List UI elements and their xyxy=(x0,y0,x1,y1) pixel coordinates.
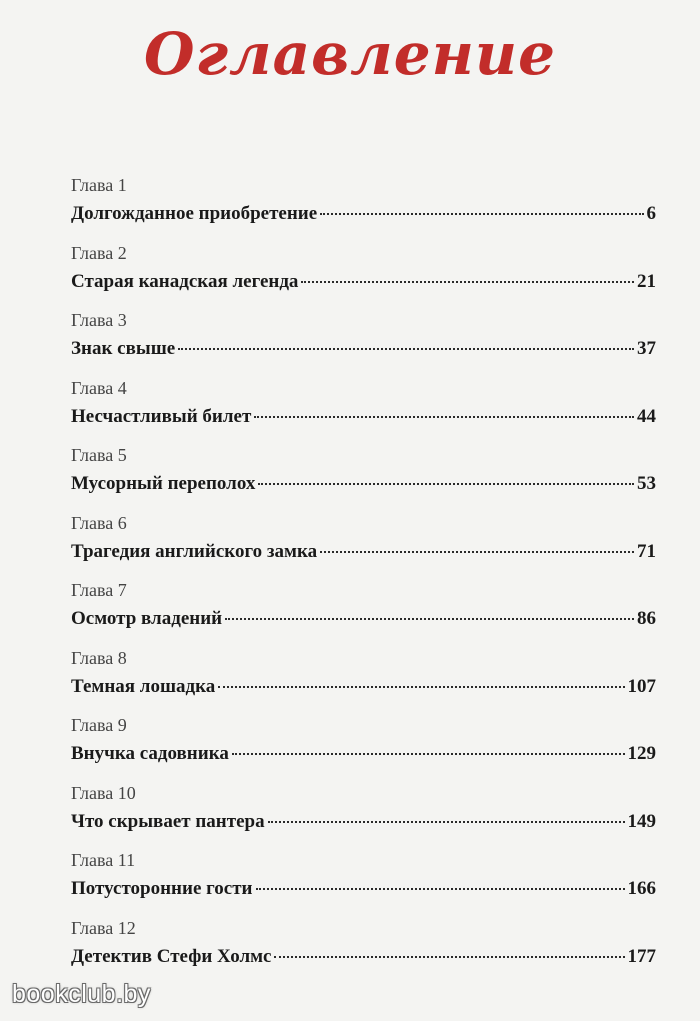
toc-entry xyxy=(71,442,656,510)
toc-entry xyxy=(71,645,656,713)
toc-entry xyxy=(71,780,656,848)
chapter-title: Детектив Стефи Холмс xyxy=(71,945,272,967)
chapter-label: Глава 7 xyxy=(71,580,127,600)
toc-line xyxy=(71,942,656,972)
dot-leader xyxy=(320,213,643,215)
page-number: 53 xyxy=(637,473,656,494)
chapter-label: Глава 6 xyxy=(71,512,127,533)
toc-line xyxy=(71,807,656,837)
page-number: 71 xyxy=(637,540,656,562)
page-title: Оглавление xyxy=(144,20,556,88)
chapter-title: Долгожданное приобретение xyxy=(71,203,318,224)
toc-line xyxy=(71,672,656,702)
toc-entry xyxy=(71,172,656,240)
dot-leader xyxy=(254,416,634,418)
chapter-label: Глава 12 xyxy=(71,917,136,938)
toc-line xyxy=(71,402,656,432)
toc-entry xyxy=(71,375,656,443)
toc-line xyxy=(71,874,656,904)
chapter-title: Старая канадская легенда xyxy=(71,270,299,292)
table-of-contents xyxy=(71,172,656,982)
dot-leader xyxy=(256,888,625,890)
toc-entry xyxy=(71,915,656,983)
chapter-title: Мусорный переполох xyxy=(71,473,256,494)
page-number: 44 xyxy=(637,405,656,427)
page-number: 149 xyxy=(627,810,656,832)
chapter-title: Трагедия английского замка xyxy=(71,540,318,562)
page-number: 6 xyxy=(646,203,656,224)
chapter-title: Несчастливый билет xyxy=(71,405,252,427)
toc-line xyxy=(71,537,656,567)
chapter-label: Глава 3 xyxy=(71,310,127,330)
chapter-title: Внучка садовника xyxy=(71,743,229,764)
chapter-label: Глава 5 xyxy=(71,445,127,465)
dot-leader xyxy=(268,821,625,823)
page-number: 37 xyxy=(637,338,656,359)
chapter-title: Темная лошадка xyxy=(71,675,216,697)
chapter-label: Глава 11 xyxy=(71,850,136,870)
dot-leader xyxy=(320,551,634,553)
chapter-label: Глава 2 xyxy=(71,242,127,263)
page-number: 129 xyxy=(627,743,656,764)
chapter-label: Глава 9 xyxy=(71,715,127,735)
toc-entry xyxy=(71,577,656,645)
toc-entry xyxy=(71,307,656,375)
toc-entry xyxy=(71,847,656,915)
toc-entry xyxy=(71,712,656,780)
chapter-title: Потусторонние гости xyxy=(71,878,253,899)
dot-leader xyxy=(301,281,634,283)
toc-entry xyxy=(71,510,656,578)
toc-line xyxy=(71,267,656,297)
toc-entry xyxy=(71,240,656,308)
toc-line xyxy=(71,604,656,634)
chapter-title: Осмотр владений xyxy=(71,608,223,629)
page-number: 86 xyxy=(637,608,656,629)
toc-line xyxy=(71,739,656,769)
dot-leader xyxy=(218,686,624,688)
dot-leader xyxy=(178,348,634,350)
chapter-label: Глава 8 xyxy=(71,647,127,668)
toc-line xyxy=(71,199,656,229)
chapter-title: Что скрывает пантера xyxy=(71,810,265,832)
dot-leader xyxy=(225,618,634,620)
dot-leader xyxy=(274,956,624,958)
chapter-label: Глава 10 xyxy=(71,782,136,803)
dot-leader xyxy=(232,753,625,755)
page-number: 177 xyxy=(627,945,656,967)
watermark: bookclub.by xyxy=(12,980,151,1008)
dot-leader xyxy=(258,483,634,485)
page-number: 21 xyxy=(637,270,656,292)
toc-line xyxy=(71,334,656,364)
page-number: 166 xyxy=(627,878,656,899)
page-number: 107 xyxy=(627,675,656,697)
chapter-label: Глава 1 xyxy=(71,175,127,195)
chapter-label: Глава 4 xyxy=(71,377,127,398)
toc-line xyxy=(71,469,656,499)
chapter-title: Знак свыше xyxy=(71,338,176,359)
